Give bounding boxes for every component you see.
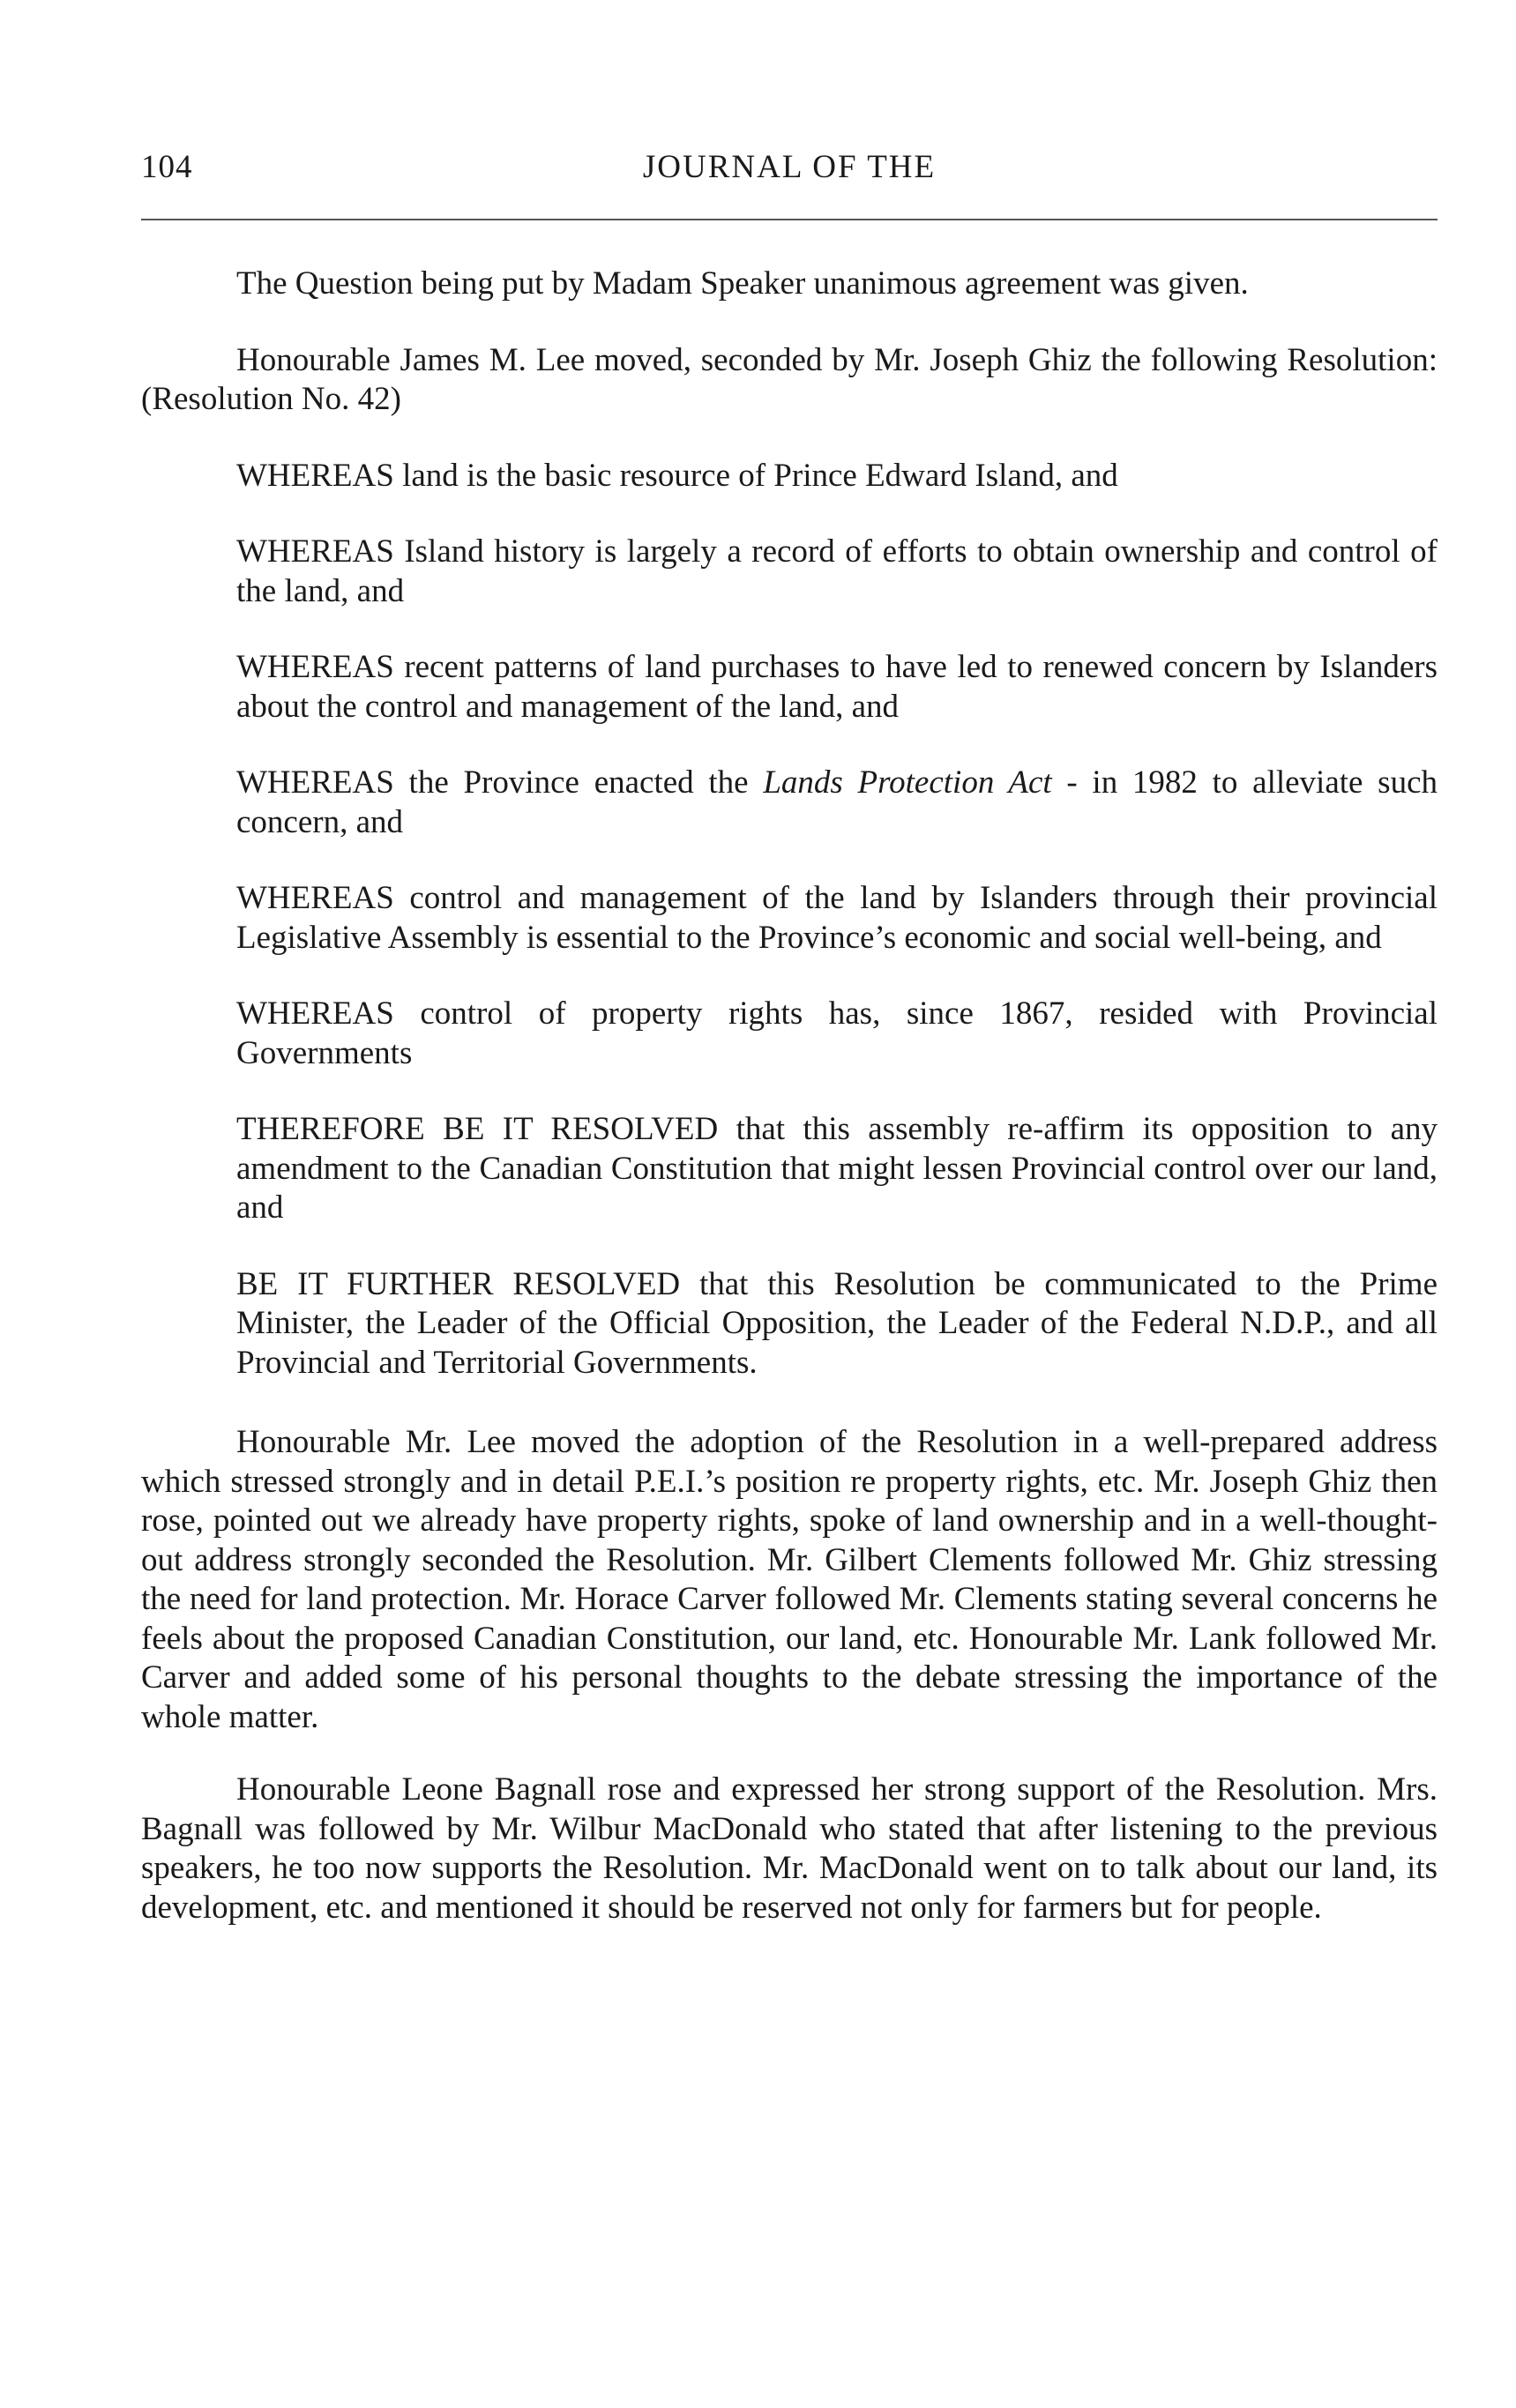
whereas-clause-2: WHEREAS Island history is largely a record of efforts to obtain ownership and control of the land, and xyxy=(236,533,1438,609)
whereas-clause-4-start: WHEREAS the Province enacted the xyxy=(236,764,764,801)
page-number: 104 xyxy=(141,149,193,185)
whereas-clause-4-end: - in 1982 to alleviate such concern, and xyxy=(236,764,1438,840)
question-agreement-paragraph: The Question being put by Madam Speaker unanimous agreement was given. xyxy=(236,265,1249,302)
whereas-clause-5: WHEREAS control and management of the land by Islanders through their provincial Legislative Assembly is essential to the Province’s economic and social well-being, and xyxy=(236,880,1438,956)
journal-title: JOURNAL OF THE xyxy=(642,149,937,185)
debate-paragraph: Honourable Mr. Lee moved the adoption of the Resolution in a well-prepared address which stressed strongly and in detail P.E.I.’s position re property rights, etc. Mr. Joseph Ghiz then rose, pointed out we already have property rights, spoke of land ownership and in a well-thought-out address strongly seconded the Resolution. Mr. Gilbert Clements followed Mr. Ghiz stressing the need for land protection. Mr. Horace Carver followed Mr. Clements stating several concerns he feels about the proposed Canadian Constitution, our land, etc. Honourable Mr. Lank followed Mr. Carver and added some of his personal thoughts to the debate stressing the importance of the whole matter. xyxy=(141,1424,1438,1735)
resolved-clause: THEREFORE BE IT RESOLVED that this assembly re-affirm its opposition to any amendment to the Canadian Constitution that might lessen Provincial control over our land, and xyxy=(236,1111,1438,1226)
act-title: Lands Protection Act xyxy=(763,764,1052,801)
running-header xyxy=(141,132,1438,185)
page-content xyxy=(141,132,1438,1926)
whereas-clause-3: WHEREAS recent patterns of land purchases to have led to renewed concern by Islanders about the control and management of the land, and xyxy=(236,649,1438,725)
whereas-clause-4 xyxy=(236,764,1438,842)
motion-paragraph: Honourable James M. Lee moved, seconded by Mr. Joseph Ghiz the following Resolution: (Resolution No. 42) xyxy=(141,341,1438,417)
whereas-clause-1: WHEREAS land is the basic resource of Prince Edward Island, and xyxy=(236,457,1118,494)
header-rule xyxy=(141,219,1438,220)
bagnall-paragraph: Honourable Leone Bagnall rose and expressed her strong support of the Resolution. Mrs. Bagnall was followed by Mr. Wilbur MacDonald who stated that after listening to the previous speakers, he too now supports the Resolution. Mr. MacDonald went on to talk about our land, its development, etc. and mentioned it should be reserved not only for farmers but for people. xyxy=(141,1771,1438,1926)
body-text xyxy=(141,265,1438,1964)
whereas-clause-6: WHEREAS control of property rights has, since 1867, resided with Provincial Governments xyxy=(236,995,1438,1071)
further-resolved-clause: BE IT FURTHER RESOLVED that this Resolution be communicated to the Prime Minister, the Leader of the Official Opposition, the Leader of the Federal N.D.P., and all Provincial and Territorial Governments. xyxy=(236,1265,1438,1381)
